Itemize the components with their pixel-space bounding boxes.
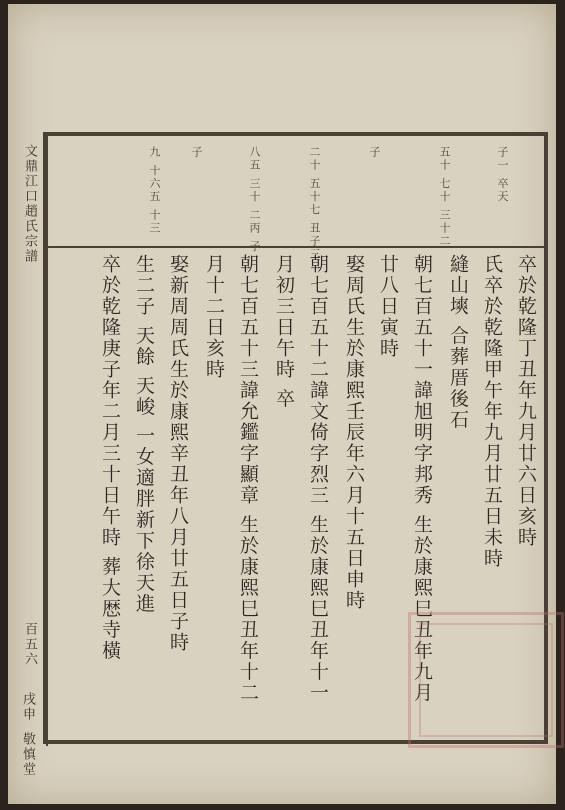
text-col-2: 氏卒於乾隆甲午年九月廿五日未時 (481, 254, 503, 569)
text-col-6: 娶周氏生於康熙壬辰年六月十五日申時 (343, 254, 365, 611)
text-col-12: 生二子 天餘 天峻 一女適胖新下徐天進 (133, 254, 155, 615)
text-col-4: 朝七百五十一諱旭明字邦秀 生於康熙巳丑年九月 (411, 254, 433, 704)
note-col-3: 子 (368, 146, 381, 159)
margin-hall: 敬慎堂 (20, 732, 35, 777)
text-col-8: 月初三日午時 卒 (273, 254, 295, 410)
text-col-11: 娶新周周氏生於康熙辛丑年八月廿五日子時 (167, 254, 189, 653)
red-seal-stamp (408, 612, 564, 748)
text-col-10: 月十二日亥時 (203, 254, 225, 380)
margin-title: 文鼎江口趙氏宗譜 (22, 144, 37, 264)
text-col-3: 縫山塽 合葬厝後石 (447, 254, 469, 431)
margin-page-number: 百五六 (22, 622, 37, 667)
note-col-2: 五十 七十 三十二 (438, 146, 451, 248)
note-col-5: 八五 三十 二丙 子 (248, 146, 261, 254)
text-col-5: 廿八日寅時 (377, 254, 399, 359)
text-col-1: 卒於乾隆丁丑年九月廿六日亥時 (515, 254, 537, 548)
note-col-1: 子一 卒天 (496, 146, 509, 204)
notes-band (43, 142, 548, 261)
text-col-9: 朝七百五十三諱允鑑字顯章 生於康熙巳丑年十二 (237, 254, 259, 704)
note-col-4: 二十 五十七 丑子三 (308, 146, 321, 261)
note-col-7: 九 十六五 十三 (148, 146, 161, 235)
margin-branch: 戌申 (20, 692, 35, 722)
genealogy-page (8, 4, 556, 804)
text-col-13: 卒於乾隆庚子年二月三十日午時 葬大厯寺橫 (99, 254, 121, 662)
text-col-7: 朝七百五十二諱文倚字烈三 生於康熙巳丑年十一 (307, 254, 329, 704)
note-col-6: 子 (190, 146, 203, 159)
